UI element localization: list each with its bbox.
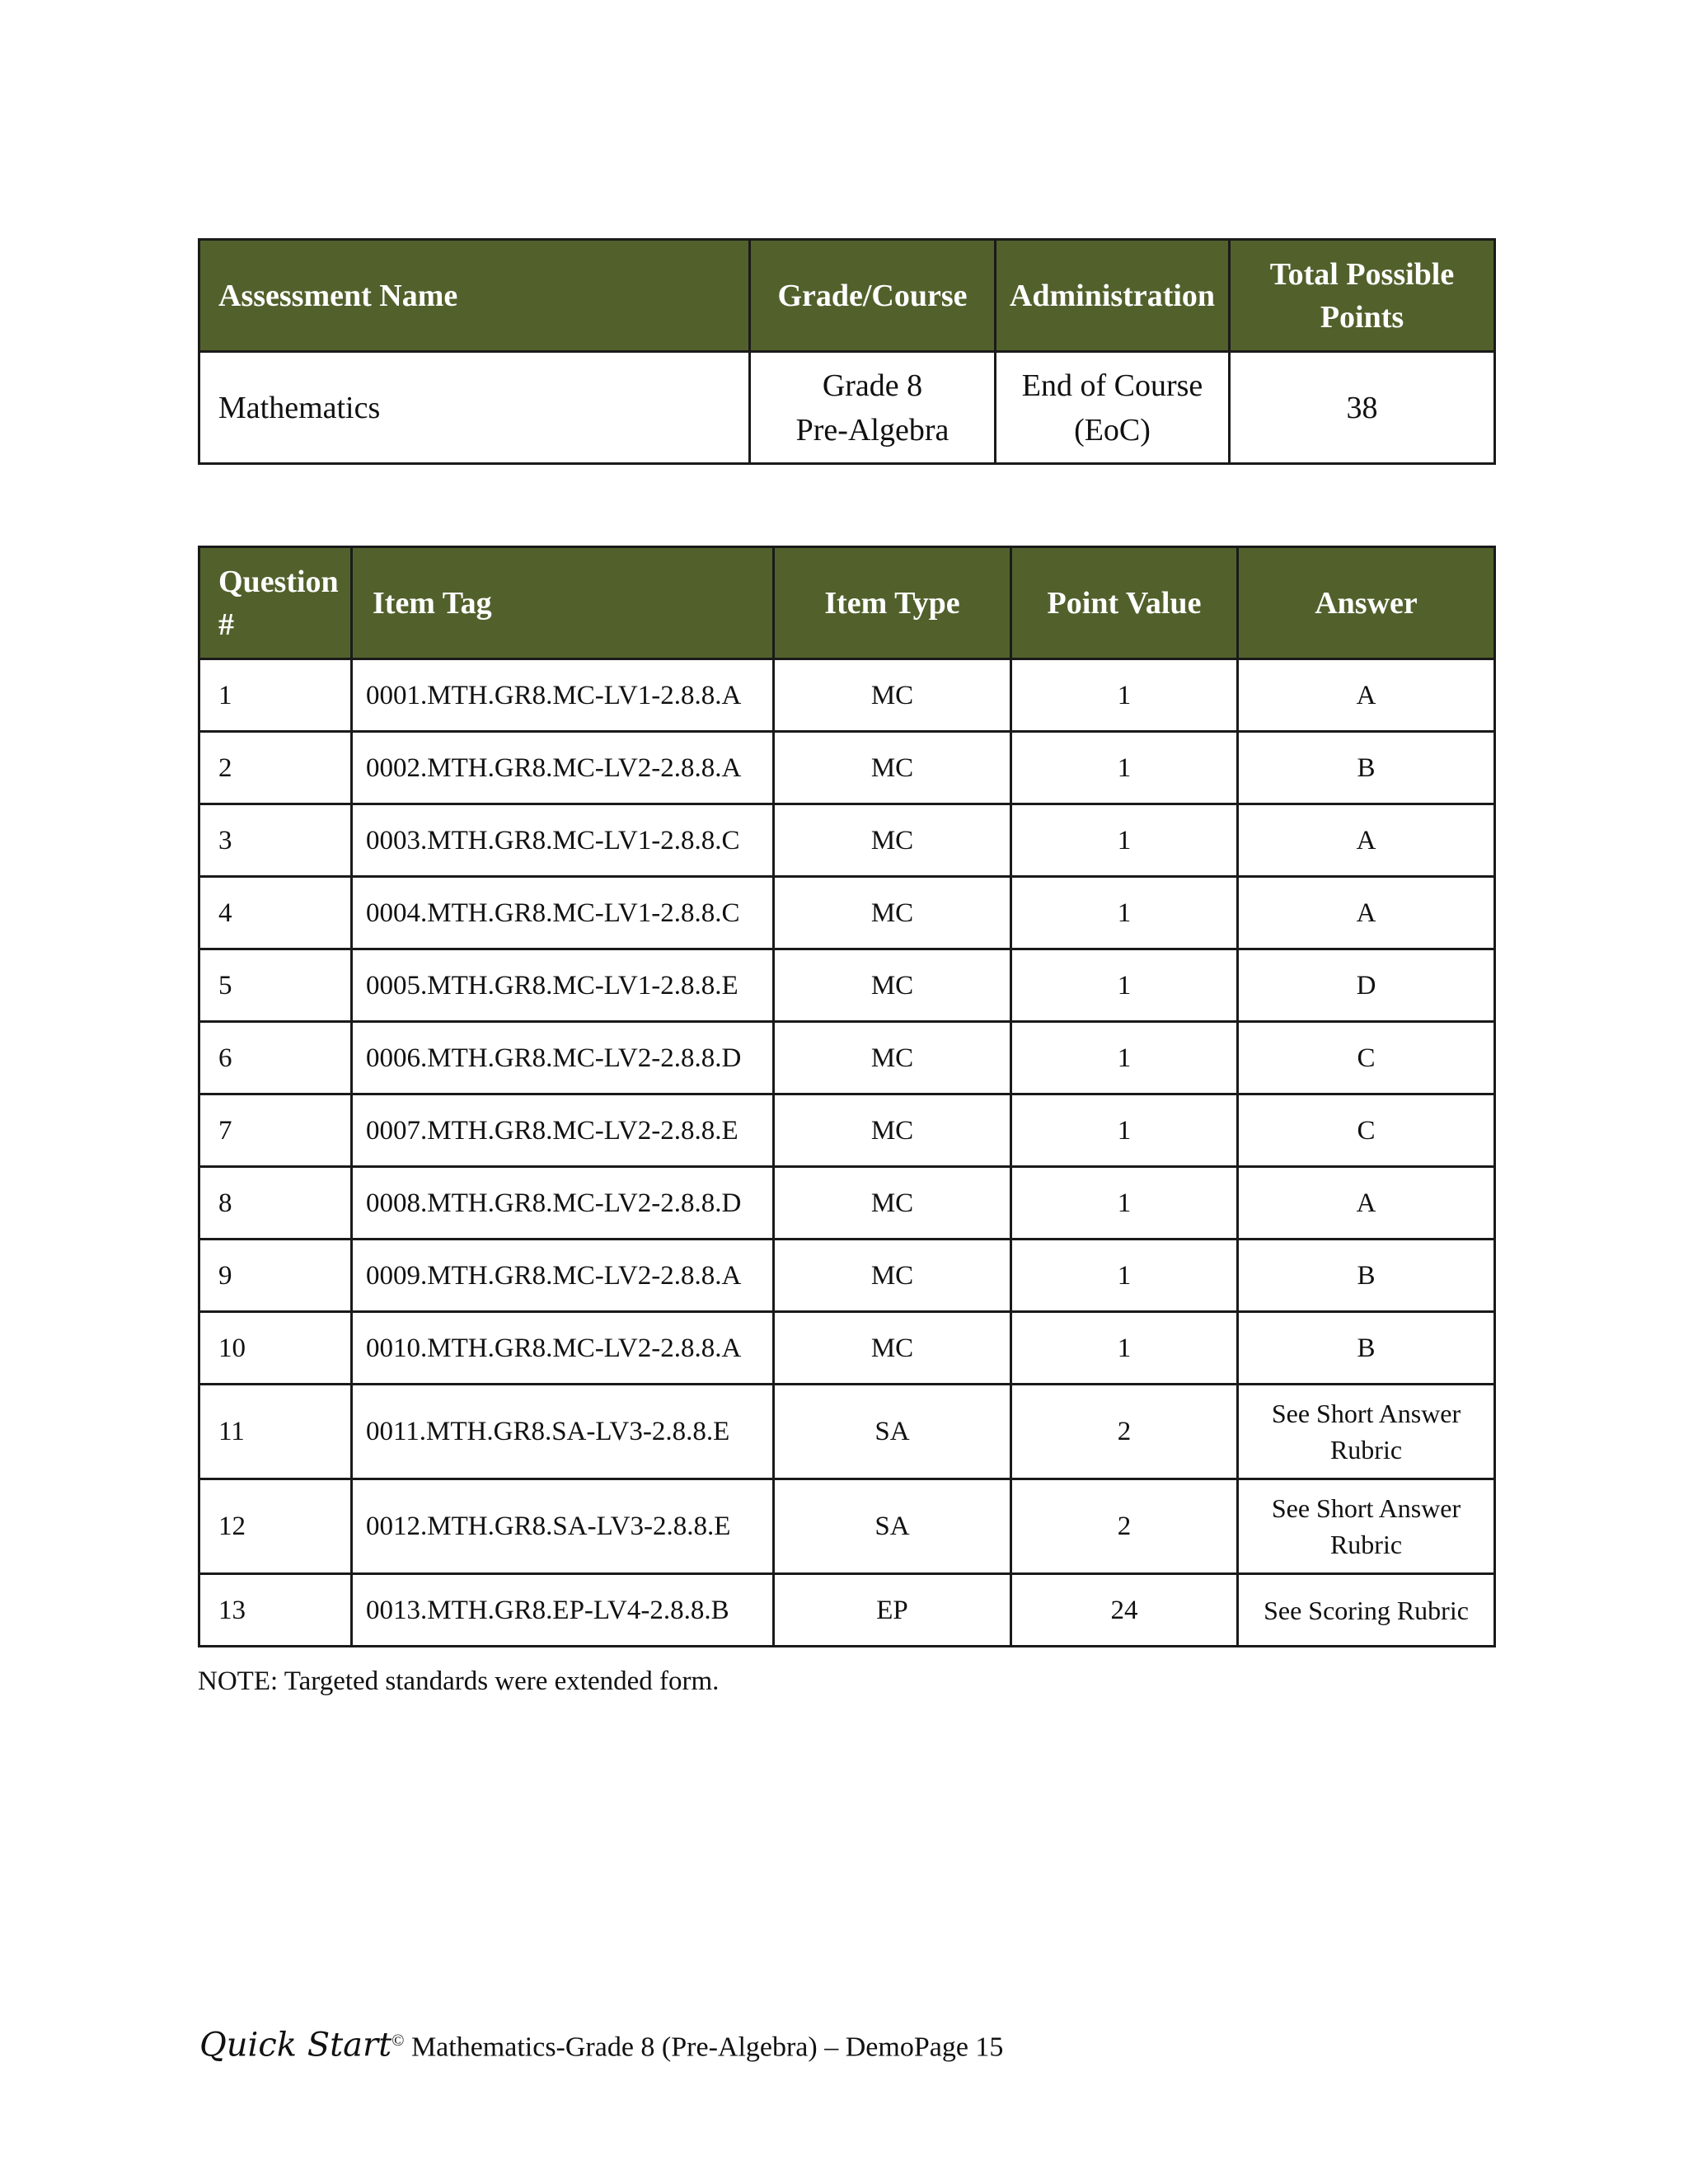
administration-value [996, 352, 1230, 464]
table-row [199, 1385, 1495, 1479]
item-type: SA [774, 1479, 1011, 1574]
item-tag: 0011.MTH.GR8.SA-LV3-2.8.8.E [352, 1385, 774, 1479]
copyright-mark: © [392, 2032, 405, 2050]
footer-text: Mathematics-Grade 8 (Pre-Algebra) – DemoPage 15 [410, 2032, 1004, 2063]
answer [1238, 1385, 1495, 1479]
items-header-row [199, 547, 1495, 659]
table-row [199, 877, 1495, 949]
header-administration: Administration [996, 240, 1230, 352]
table-row [199, 1167, 1495, 1240]
question-number: 12 [199, 1479, 352, 1574]
table-row [199, 1240, 1495, 1312]
item-tag: 0010.MTH.GR8.MC-LV2-2.8.8.A [352, 1312, 774, 1385]
question-number: 8 [199, 1167, 352, 1240]
point-value: 1 [1011, 732, 1238, 804]
item-tag: 0002.MTH.GR8.MC-LV2-2.8.8.A [352, 732, 774, 804]
question-number: 13 [199, 1574, 352, 1647]
question-number: 2 [199, 732, 352, 804]
item-type: MC [774, 804, 1011, 877]
table-row [199, 732, 1495, 804]
table-row [199, 1094, 1495, 1167]
header-point-value: Point Value [1011, 547, 1238, 659]
item-type: MC [774, 1094, 1011, 1167]
item-type: MC [774, 732, 1011, 804]
item-tag: 0003.MTH.GR8.MC-LV1-2.8.8.C [352, 804, 774, 877]
admin-line-2: (EoC) [1074, 412, 1151, 448]
item-tag: 0001.MTH.GR8.MC-LV1-2.8.8.A [352, 659, 774, 732]
summary-header-row [199, 240, 1495, 352]
item-type: MC [774, 949, 1011, 1022]
answer: A [1238, 804, 1495, 877]
question-number: 5 [199, 949, 352, 1022]
answer: B [1238, 732, 1495, 804]
answer: B [1238, 1240, 1495, 1312]
answer: See Scoring Rubric [1238, 1574, 1495, 1647]
answer: B [1238, 1312, 1495, 1385]
answer-line-2: Rubric [1329, 1435, 1403, 1465]
table-row [199, 1574, 1495, 1647]
question-number: 4 [199, 877, 352, 949]
item-type: MC [774, 1240, 1011, 1312]
answer: A [1238, 1167, 1495, 1240]
answer: C [1238, 1022, 1495, 1094]
point-value: 24 [1011, 1574, 1238, 1647]
question-number: 3 [199, 804, 352, 877]
point-value: 1 [1011, 877, 1238, 949]
header-answer: Answer [1238, 547, 1495, 659]
table-row [199, 949, 1495, 1022]
header-question-line-1: Question [218, 564, 339, 599]
header-grade-course: Grade/Course [750, 240, 996, 352]
question-number: 6 [199, 1022, 352, 1094]
header-question-number [199, 547, 352, 659]
item-tag: 0006.MTH.GR8.MC-LV2-2.8.8.D [352, 1022, 774, 1094]
question-number: 1 [199, 659, 352, 732]
item-answer-table [198, 546, 1496, 1647]
item-type: MC [774, 1312, 1011, 1385]
item-tag: 0012.MTH.GR8.SA-LV3-2.8.8.E [352, 1479, 774, 1574]
answer: A [1238, 877, 1495, 949]
question-number: 9 [199, 1240, 352, 1312]
answer-line-1: See Short Answer [1271, 1399, 1461, 1428]
point-value: 1 [1011, 1022, 1238, 1094]
header-total-points: Total Possible Points [1230, 240, 1495, 352]
point-value: 2 [1011, 1479, 1238, 1574]
point-value: 1 [1011, 949, 1238, 1022]
summary-data-row [199, 352, 1495, 464]
table-row [199, 804, 1495, 877]
item-tag: 0007.MTH.GR8.MC-LV2-2.8.8.E [352, 1094, 774, 1167]
item-tag: 0009.MTH.GR8.MC-LV2-2.8.8.A [352, 1240, 774, 1312]
item-type: MC [774, 1022, 1011, 1094]
brand-logo-text: Quick Start [199, 2026, 392, 2064]
item-type: EP [774, 1574, 1011, 1647]
item-type: SA [774, 1385, 1011, 1479]
item-tag: 0008.MTH.GR8.MC-LV2-2.8.8.D [352, 1167, 774, 1240]
point-value: 1 [1011, 804, 1238, 877]
table-row [199, 1479, 1495, 1574]
point-value: 1 [1011, 1167, 1238, 1240]
point-value: 1 [1011, 659, 1238, 732]
point-value: 1 [1011, 1240, 1238, 1312]
page-footer [199, 2021, 1003, 2067]
table-row [199, 1022, 1495, 1094]
item-tag: 0013.MTH.GR8.EP-LV4-2.8.8.B [352, 1574, 774, 1647]
answer: D [1238, 949, 1495, 1022]
answer-line-2: Rubric [1329, 1530, 1403, 1559]
grade-line-1: Grade 8 [822, 368, 923, 403]
item-type: MC [774, 659, 1011, 732]
item-type: MC [774, 877, 1011, 949]
answer [1238, 1479, 1495, 1574]
table-row [199, 1312, 1495, 1385]
admin-line-1: End of Course [1021, 368, 1203, 403]
answer: A [1238, 659, 1495, 732]
item-type: MC [774, 1167, 1011, 1240]
answer: C [1238, 1094, 1495, 1167]
question-number: 10 [199, 1312, 352, 1385]
table-row [199, 659, 1495, 732]
point-value: 1 [1011, 1312, 1238, 1385]
point-value: 1 [1011, 1094, 1238, 1167]
assessment-summary-table [198, 238, 1496, 465]
header-item-type: Item Type [774, 547, 1011, 659]
item-tag: 0004.MTH.GR8.MC-LV1-2.8.8.C [352, 877, 774, 949]
assessment-name-value: Mathematics [199, 352, 750, 464]
table-note: NOTE: Targeted standards were extended form. [198, 1666, 720, 1696]
question-number: 7 [199, 1094, 352, 1167]
question-number: 11 [199, 1385, 352, 1479]
header-assessment-name: Assessment Name [199, 240, 750, 352]
item-tag: 0005.MTH.GR8.MC-LV1-2.8.8.E [352, 949, 774, 1022]
answer-line-1: See Short Answer [1271, 1493, 1461, 1523]
total-points-value: 38 [1230, 352, 1495, 464]
grade-line-2: Pre-Algebra [795, 412, 950, 448]
grade-course-value [750, 352, 996, 464]
header-item-tag: Item Tag [352, 547, 774, 659]
header-question-line-2: # [218, 607, 234, 642]
point-value: 2 [1011, 1385, 1238, 1479]
